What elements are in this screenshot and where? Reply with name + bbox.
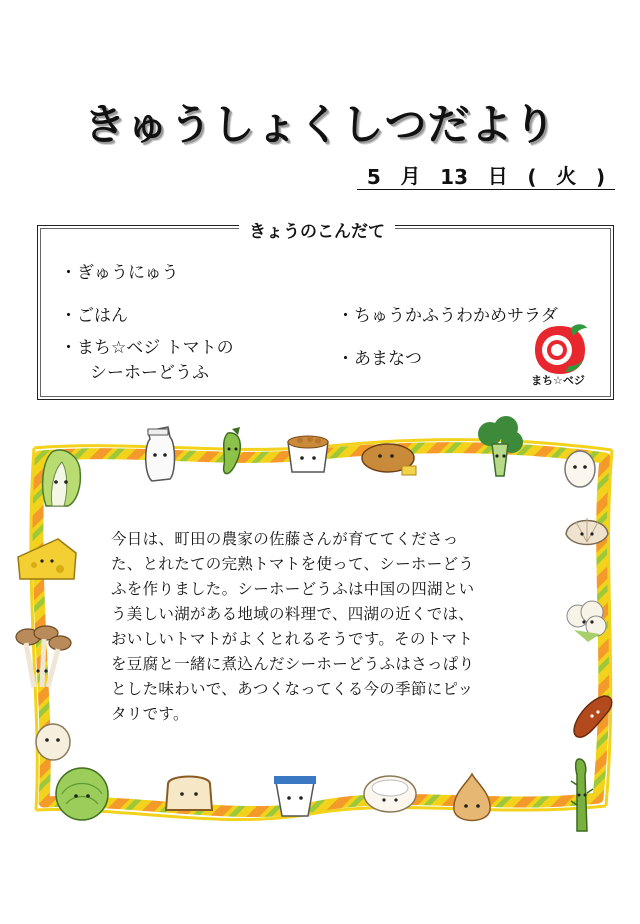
menu-item-salad: ・ちゅうかふうわかめサラダ — [337, 306, 558, 326]
message-line: を豆腐と一緒に煮込んだシーホーどうふはさっぱり — [111, 655, 475, 673]
date-close-paren: ) — [595, 165, 606, 189]
toast-character-icon — [160, 770, 218, 820]
date-month: 5 — [366, 165, 381, 189]
date-day-label: 日 — [487, 164, 508, 188]
cabbage-character-icon — [52, 764, 112, 824]
message-line: とした味わいで、あつくなってくる今の季節にピッ — [111, 680, 474, 698]
message-body — [111, 527, 526, 727]
message-line: タリです。 — [111, 705, 189, 723]
natto-character-icon — [282, 430, 334, 480]
cauliflower-character-icon — [562, 598, 610, 646]
date-line — [357, 163, 615, 190]
date-day: 13 — [440, 165, 469, 189]
menu-item-rice: ・ごはん — [60, 306, 128, 326]
asparagus-character-icon — [565, 755, 599, 835]
date-weekday: 火 — [556, 164, 577, 188]
yogurt-character-icon — [270, 772, 320, 820]
menu-heading: きょうのこんだて — [239, 217, 395, 242]
date-open-paren: ( — [527, 165, 537, 189]
milk-character-icon — [138, 425, 180, 483]
menu-item-tofu: シーホーどうふ — [90, 363, 209, 383]
message-line: おいしいトマトがよくとれるそうです。そのトマト — [111, 630, 474, 648]
message-line: う美しい湖がある地域の料理で、四湖の近くでは、 — [111, 605, 475, 623]
potato-character-icon — [32, 718, 74, 764]
bread-character-icon — [360, 440, 422, 478]
mushroom-character-icon — [12, 625, 74, 691]
menu-item-tomato: ・まち☆ベジ トマトの — [60, 338, 234, 358]
hakusai-character-icon — [38, 448, 84, 508]
message-line: た、とれたての完熟トマトを使って、シーホーどう — [111, 555, 475, 573]
menu-item-amanatsu: ・あまなつ — [337, 349, 422, 369]
sausage-character-icon — [566, 690, 618, 744]
date-month-label: 月 — [400, 164, 421, 188]
message-line: 今日は、町田の農家の佐藤さんが育ててくださっ — [111, 530, 459, 548]
menu-item-milk: ・ぎゅうにゅう — [60, 263, 179, 283]
egg-character-icon — [560, 445, 600, 493]
clam-character-icon — [562, 508, 612, 554]
onion-character-icon — [446, 770, 498, 832]
broccoli-character-icon — [474, 416, 526, 480]
cheese-character-icon — [14, 535, 80, 585]
message-line: ふを作りました。シーホーどうふは中国の四湖とい — [111, 580, 475, 598]
rice-bowl-character-icon — [360, 772, 420, 820]
page-title: きゅうしょくしつだより — [83, 100, 557, 149]
okra-character-icon — [214, 427, 250, 479]
logo-label: まち☆ベジ — [531, 374, 585, 387]
